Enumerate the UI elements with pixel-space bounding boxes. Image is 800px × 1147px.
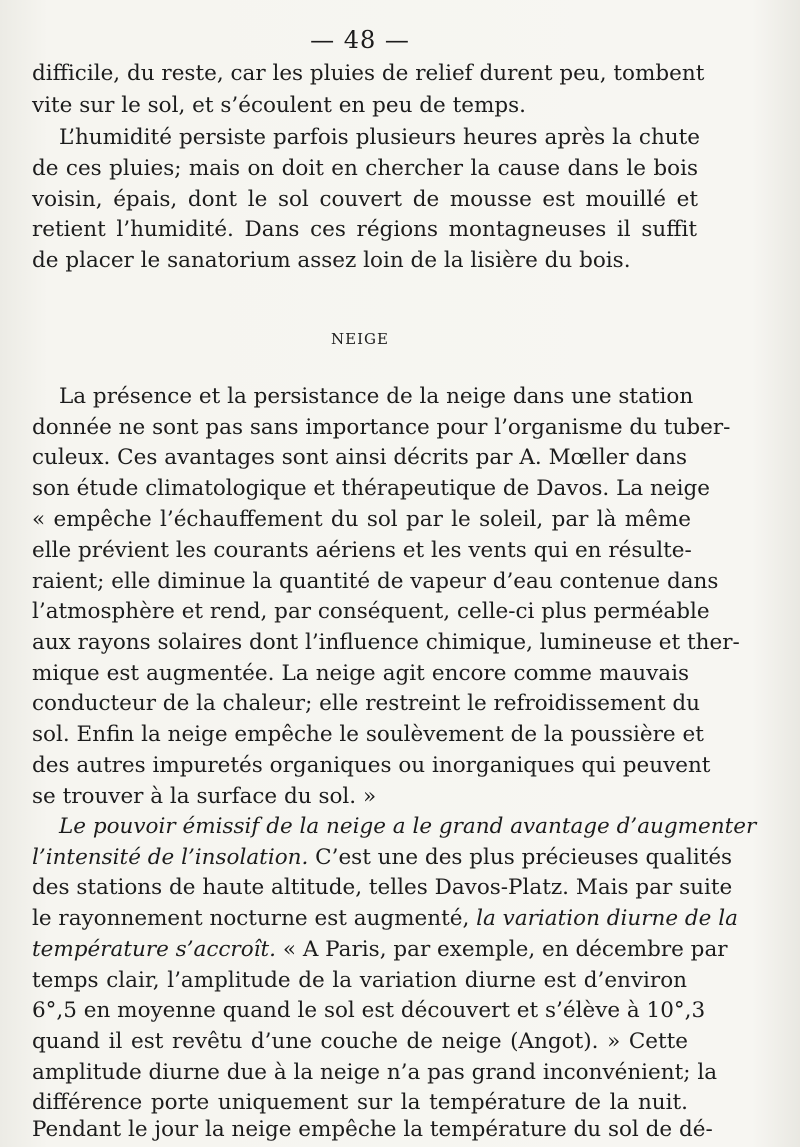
text-line: aux rayons solaires dont l’influence chimique, lumineuse et ther-	[32, 630, 740, 655]
text-line: se trouver à la surface du sol. »	[32, 784, 377, 809]
text-line: difficile, du reste, car les pluies de relief durent peu, tombent	[32, 61, 705, 86]
text-line: elle prévient les courants aériens et les vents qui en résulte-	[32, 538, 692, 563]
text-line: La présence et la persistance de la neige dans une station	[59, 384, 694, 409]
text-line: sol. Enfin la neige empêche le soulèvement de la poussière et	[32, 722, 704, 747]
italic-text: la variation diurne de la	[476, 906, 738, 931]
text-line: Pendant le jour la neige empêche la température du sol de dé-	[32, 1117, 713, 1142]
text-line: L’humidité persiste parfois plusieurs heures après la chute	[59, 125, 700, 150]
text-line: raient; elle diminue la quantité de vapeur d’eau contenue dans	[32, 569, 719, 594]
text-line: voisin, épais, dont le sol couvert de mousse est mouillé et	[32, 187, 698, 212]
text-line: conducteur de la chaleur; elle restreint le refroidissement du	[32, 691, 701, 716]
text-line	[32, 905, 738, 933]
text-line: mique est augmentée. La neige agit encore comme mauvais	[32, 661, 689, 686]
text-line: temps clair, l’amplitude de la variation diurne est d’environ	[32, 968, 687, 993]
italic-text: l’intensité de l’insolation.	[32, 845, 309, 870]
text-line: l’atmosphère et rend, par conséquent, celle-ci plus perméable	[32, 599, 710, 624]
text-line	[32, 844, 733, 872]
text-line: des autres impuretés organiques ou inorganiques qui peuvent	[32, 753, 711, 778]
text-line: « empêche l’échauffement du sol par le soleil, par là même	[32, 507, 691, 532]
text-line: des stations de haute altitude, telles Davos-Platz. Mais par suite	[32, 875, 733, 900]
text-line: de placer le sanatorium assez loin de la lisière du bois.	[32, 248, 631, 273]
text-line	[32, 936, 728, 964]
text-line: quand il est revêtu d’une couche de neige (Angot). » Cette	[32, 1029, 688, 1054]
text-line: Le pouvoir émissif de la neige a le grand avantage d’augmenter	[59, 814, 757, 839]
page-number: — 48 —	[310, 26, 410, 54]
text-segment: C’est une des plus précieuses qualités	[308, 845, 733, 870]
text-segment: le rayonnement nocturne est augmenté,	[32, 906, 470, 931]
text-line: 6°,5 en moyenne quand le sol est découvert et s’élève à 10°,3	[32, 998, 706, 1023]
text-line: différence porte uniquement sur la température de la nuit.	[32, 1090, 688, 1115]
text-segment: « A Paris, par exemple, en décembre par	[276, 937, 728, 962]
text-line: amplitude diurne due à la neige n’a pas grand inconvénient; la	[32, 1060, 718, 1085]
text-line: culeux. Ces avantages sont ainsi décrits par A. Mœller dans	[32, 445, 687, 470]
text-line: de ces pluies; mais on doit en chercher la cause dans le bois	[32, 156, 698, 181]
text-line: donnée ne sont pas sans importance pour l’organisme du tuber-	[32, 415, 731, 440]
italic-text: température s’accroît.	[32, 937, 276, 962]
text-line: retient l’humidité. Dans ces régions montagneuses il suffit	[32, 217, 697, 242]
text-line: vite sur le sol, et s’écoulent en peu de temps.	[32, 93, 526, 118]
text-line: son étude climatologique et thérapeutique de Davos. La neige	[32, 476, 710, 501]
section-heading: NEIGE	[331, 330, 389, 348]
